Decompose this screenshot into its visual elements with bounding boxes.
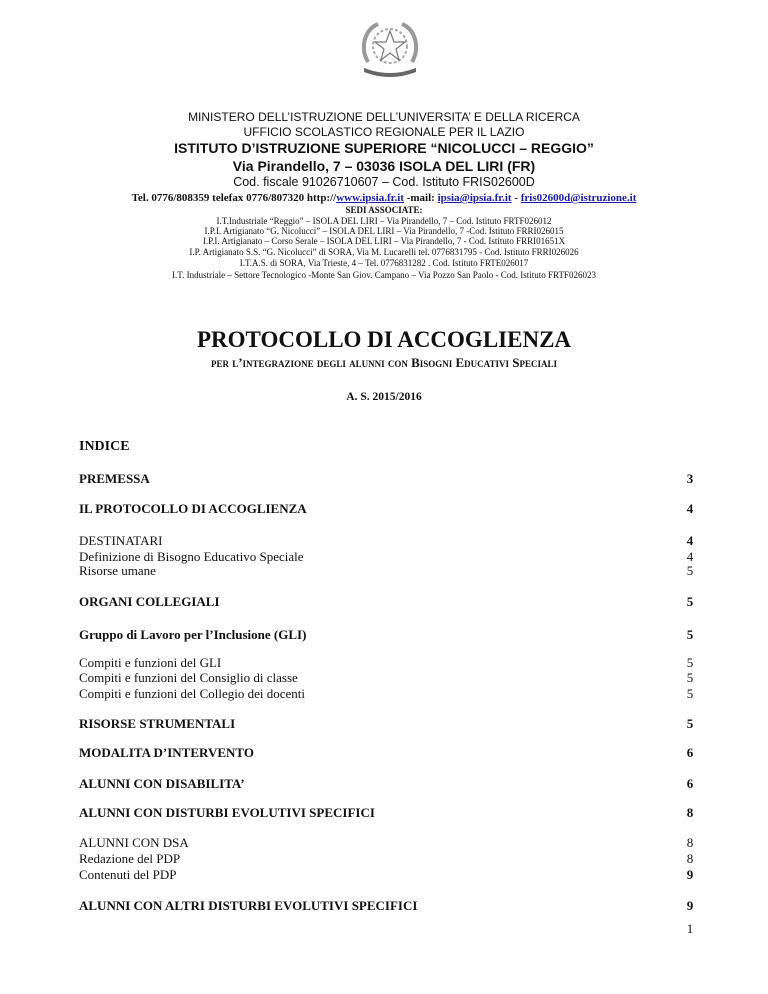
- sede-item: I.P.I. Artigianato “G. Nicolucci” – ISOLA DEL LIRI – Via Pirandello, 7 -Cod. Istituto FRRI026015: [204, 226, 564, 236]
- toc-entry-page: 6: [686, 776, 694, 791]
- sede-item: I.T. Industriale – Settore Tecnologico -Monte San Giov. Campano – Via Pozzo San Paolo - Cod. Istituto FRTF026023: [172, 270, 596, 280]
- email-link-ipsia[interactable]: ipsia@ipsia.fr.it: [437, 192, 512, 204]
- toc-entry-label[interactable]: Redazione del PDP: [79, 851, 181, 866]
- toc-entry-page: 6: [686, 745, 694, 760]
- document-subtitle: per l’integrazione degli alunni con Bisogni Educativi Speciali: [210, 355, 558, 370]
- toc-entry-page: 5: [686, 655, 694, 670]
- italian-republic-emblem: [358, 18, 422, 80]
- toc-entry-page: 5: [686, 627, 694, 642]
- toc-entry-label[interactable]: ALUNNI CON DSA: [79, 835, 189, 850]
- institute-codes: Cod. fiscale 91026710607 – Cod. Istituto FRIS02600D: [233, 175, 535, 189]
- website-link[interactable]: www.ipsia.fr.it: [336, 192, 404, 204]
- toc-entry-page: 9: [686, 898, 694, 913]
- toc-entry-label[interactable]: Compiti e funzioni del Consiglio di classe: [79, 670, 298, 685]
- document-title: PROTOCOLLO DI ACCOGLIENZA: [196, 327, 572, 352]
- toc-entry-page: 9: [686, 867, 694, 882]
- mail-label: -mail:: [403, 192, 438, 204]
- toc-entry-label[interactable]: Contenuti del PDP: [79, 867, 177, 882]
- toc-entry-page: 5: [686, 670, 694, 685]
- toc-entry-label[interactable]: ALUNNI CON DISTURBI EVOLUTIVI SPECIFICI: [79, 805, 375, 820]
- index-heading: INDICE: [79, 439, 130, 454]
- sede-item: I.P.I. Artigianato – Corso Serale – ISOLA DEL LIRI – Via Pirandello, 7 - Cod. Istituto FRRI01651X: [202, 236, 566, 246]
- office-line: UFFICIO SCOLASTICO REGIONALE PER IL LAZIO: [243, 125, 525, 139]
- sedi-heading: SEDI ASSOCIATE:: [345, 205, 423, 215]
- toc-entry-page: 8: [686, 835, 694, 850]
- toc-entry-label[interactable]: ALUNNI CON ALTRI DISTURBI EVOLUTIVI SPECIFICI: [79, 898, 418, 913]
- toc-entry-label[interactable]: Compiti e funzioni del Collegio dei docenti: [79, 686, 306, 701]
- toc-entry-label[interactable]: Risorse umane: [79, 563, 156, 578]
- institute-name: ISTITUTO D’ISTRUZIONE SUPERIORE “NICOLUCCI – REGGIO”: [174, 140, 594, 156]
- toc-entry-page: 5: [686, 686, 694, 701]
- toc-entry-label[interactable]: Definizione di Bisogno Educativo Speciale: [79, 549, 304, 564]
- contact-line: [0, 192, 768, 205]
- toc-entry-label[interactable]: Compiti e funzioni del GLI: [79, 655, 222, 670]
- contact-text: Tel. 0776/808359 telefax 0776/807320 http://: [131, 192, 337, 204]
- institute-address: Via Pirandello, 7 – 03036 ISOLA DEL LIRI (FR): [232, 158, 536, 174]
- toc-entry-page: 5: [686, 594, 694, 609]
- toc-entry-page: 8: [686, 851, 694, 866]
- toc-entry-label[interactable]: RISORSE STRUMENTALI: [79, 716, 236, 731]
- sede-item: I.P. Artigianato S.S. “G. Nicolucci” di SORA, Via M. Lucarelli tel. 0776831795 - Cod. Istituto FRRI026026: [189, 247, 579, 257]
- sede-item: I.T.A.S. di SORA, Via Trieste, 4 – Tel. 0776831282 . Cod. Istituto FRTE026017: [239, 258, 529, 268]
- toc-entry-label[interactable]: Gruppo di Lavoro per l’Inclusione (GLI): [79, 627, 307, 642]
- toc-entry-page: 3: [686, 471, 694, 486]
- toc-entry-page: 5: [686, 716, 694, 731]
- toc-entry-page: 4: [686, 533, 694, 548]
- toc-entry-label[interactable]: PREMESSA: [79, 471, 150, 486]
- email-link-istruzione[interactable]: fris02600d@istruzione.it: [520, 192, 637, 204]
- separator: -: [511, 192, 521, 204]
- school-year: A. S. 2015/2016: [346, 391, 422, 403]
- sede-item: I.T.Industriale “Reggio” – ISOLA DEL LIRI – Via Pirandello, 7 – Cod. Istituto FRTF026012: [216, 216, 552, 226]
- toc-entry-label[interactable]: IL PROTOCOLLO DI ACCOGLIENZA: [79, 501, 307, 516]
- page-number: 1: [686, 921, 694, 936]
- toc-entry-page: 4: [686, 501, 694, 516]
- toc-entry-label[interactable]: MODALITA D’INTERVENTO: [79, 745, 254, 760]
- toc-entry-page: 5: [686, 563, 694, 578]
- toc-entry-page: 4: [686, 549, 694, 564]
- toc-entry-label[interactable]: ORGANI COLLEGIALI: [79, 594, 220, 609]
- toc-entry-label[interactable]: ALUNNI CON DISABILITA’: [79, 776, 245, 791]
- toc-entry-page: 8: [686, 805, 694, 820]
- toc-entry-label[interactable]: DESTINATARI: [79, 533, 163, 548]
- ministry-line: MINISTERO DELL’ISTRUZIONE DELL’UNIVERSITA’ E DELLA RICERCA: [188, 110, 580, 124]
